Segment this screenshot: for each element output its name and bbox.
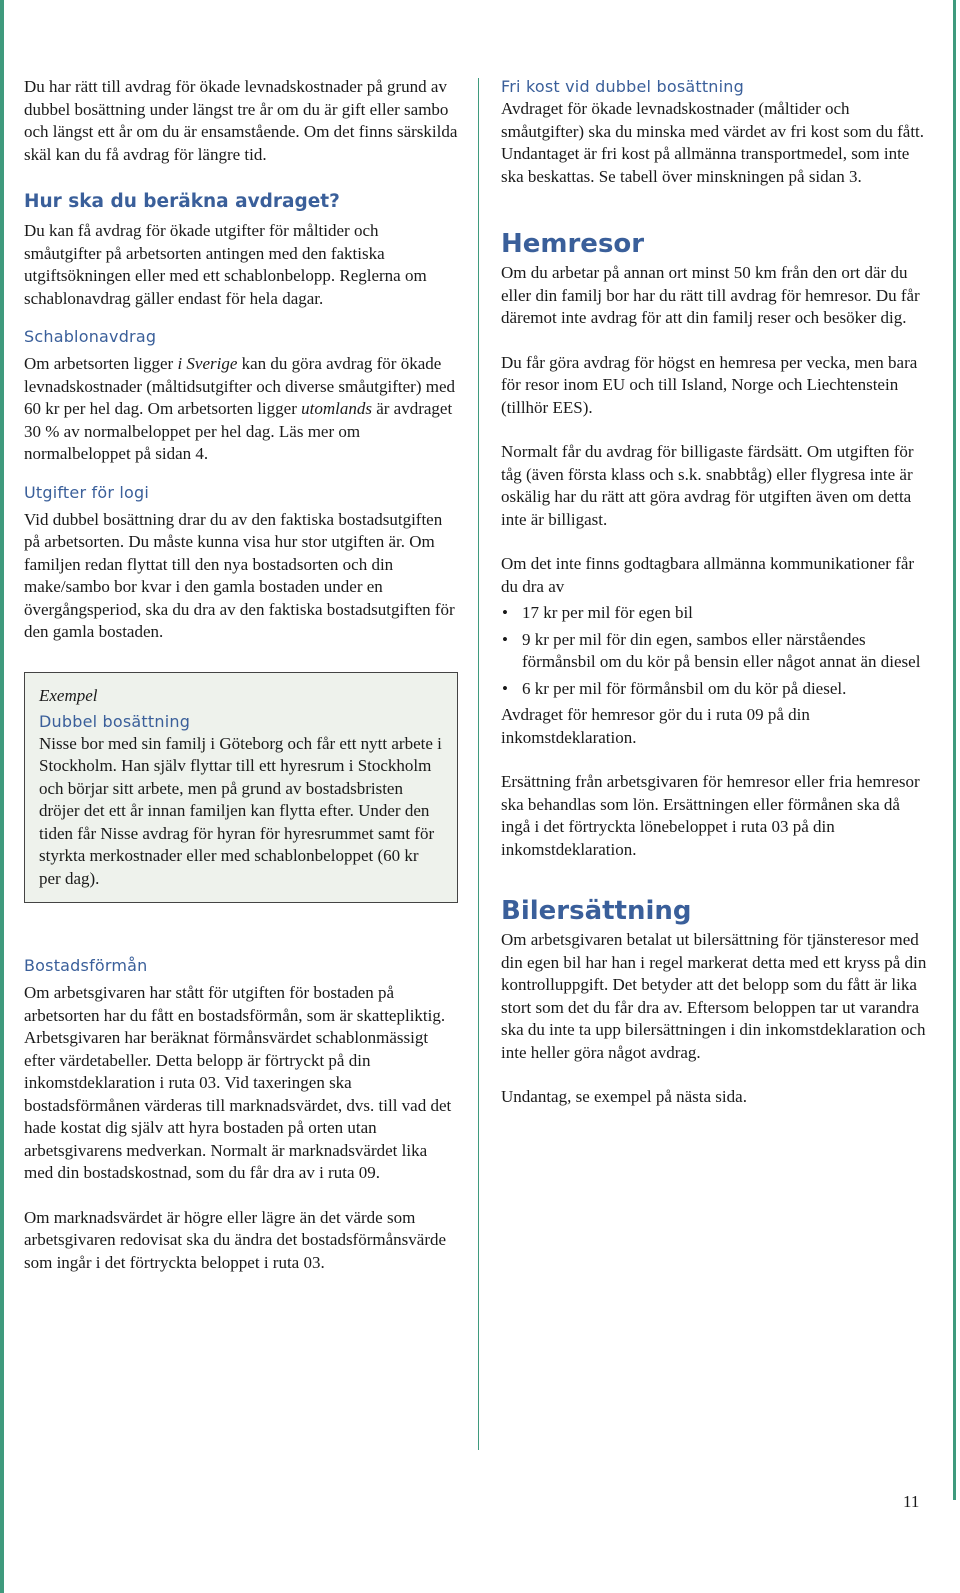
logi-paragraph: Vid dubbel bosättning drar du av den faktiska bostadsutgiften på arbetsorten. Du måste kunna visa hur stor utgiften är. Om familjen redan flyttat till den nya bostadsorten och din make/sambo bor kvar i den gamla bostaden under en övergångsperiod, ska du dra av den faktiska bostadsutgiften för den gamla bostaden. xyxy=(24,509,455,641)
hemresor-paragraph-2: Du får göra avdrag för högst en hemresa per vecka, men bara för resor inom EU och till Island, Norge och Liechtenstein (tillhör EES). xyxy=(501,352,918,417)
logi-heading: Utgifter för logi xyxy=(24,482,150,502)
example-tag: Exempel xyxy=(39,685,98,705)
hemresor-heading: Hemresor xyxy=(501,229,645,259)
forman-paragraph: Om arbetsgivaren har stått för utgiften för bostaden på arbetsorten har du fått en bostadsförmån, som är skattepliktig. Arbetsgivaren har beräknat förmånsvärdet schablonmässigt efter värdetabeller. Detta belopp är förtryckt på din inkomstdeklaration i ruta 03. Vid taxeringen ska bostadsförmånen värderas till marknadsvärdet, dvs. till vad det hade kostat dig själv att hyra bostaden på orten utan arbetsgivarens medverkan. Normalt är marknadsvärdet lika med din bostadskostnad, som du får dra av i ruta 09. xyxy=(24,983,452,1182)
schablon-paragraph: Om arbetsorten ligger i Sverige kan du göra avdrag för ökade levnadskostnader (måltidsutgifter och diverse småutgifter) med 60 kr per hel dag. Om arbetsorten ligger utomlands är avdraget 30 % av normalbeloppet per hel dag. Läs mer om normalbeloppet på sidan 4. xyxy=(24,354,456,463)
hemresor-paragraph-5: Avdraget för hemresor gör du i ruta 09 på din inkomstdeklaration. xyxy=(501,705,810,747)
hemresor-paragraph-4: Om det inte finns godtagbara allmänna kommunikationer får du dra av xyxy=(501,554,915,596)
calc-heading: Hur ska du beräkna avdraget? xyxy=(24,191,340,212)
bilersattning-heading: Bilersättning xyxy=(501,896,692,926)
hemresor-paragraph-1: Om du arbetar på annan ort minst 50 km från den ort där du eller din familj bor har du rätt till avdrag för hemresor. Du får däremot inte avdrag för att din familj reser och besöker dig. xyxy=(501,263,920,327)
calc-paragraph: Du kan få avdrag för ökade utgifter för måltider och småutgifter på arbetsorten antingen med den faktiska utgiftsökningen eller med ett schablonbelopp. Reglerna om schablonavdrag gäller endast för hela dagar. xyxy=(24,221,427,308)
frikost-paragraph: Avdraget för ökade levnadskostnader (måltider och småutgifter) ska du minska med värdet av fri kost som du fått. Undantaget är fri kost på allmänna transportmedel, som inte ska beskattas. Se tabell över minskningen på sidan 3. xyxy=(501,99,925,186)
left-column xyxy=(24,76,460,1274)
page-number: 11 xyxy=(903,1492,920,1511)
forman-heading: Bostadsförmån xyxy=(24,956,148,975)
example-box xyxy=(24,672,458,904)
bilersattning-paragraph-1: Om arbetsgivaren betalat ut bilersättning för tjänsteresor med din egen bil har han i regel markerat detta med ett kryss på din kontrolluppgift. Det betyder att det belopp som du fått är lika stort som det du får dra av. Eftersom beloppen tar ut varandra ska du inte ta upp bilersättningen i din inkomstdeklaration och inte heller göra något avdrag. xyxy=(501,930,927,1062)
example-paragraph: Nisse bor med sin familj i Göteborg och får ett nytt arbete i Stockholm. Han själv flyttar till ett hyresrum i Stockholm och börjar sitt arbete, men på grund av bostadsbristen dröjer det ett år innan familjen kan flytta efter. Under den tiden får Nisse avdrag för hyran för hyresrummet samt för styrkta merkostnader eller med schablonbeloppet (60 kr per dag). xyxy=(39,733,442,888)
list-item: • 17 kr per mil för egen bil xyxy=(502,603,693,622)
list-item: • 6 kr per mil för förmånsbil om du kör på diesel. xyxy=(502,678,847,698)
schablon-heading: Schablonavdrag xyxy=(24,327,157,346)
page-edge-right xyxy=(953,0,956,1500)
example-heading: Dubbel bosättning xyxy=(39,711,191,731)
list-item: • 9 kr per mil för din egen, sambos eller närståendes förmånsbil om du kör på bensin eller något annat än diesel xyxy=(502,629,921,671)
frikost-heading: Fri kost vid dubbel bosättning xyxy=(501,77,744,96)
bilersattning-paragraph-2: Undantag, se exempel på nästa sida. xyxy=(501,1087,747,1106)
hemresor-paragraph-6: Ersättning från arbetsgivaren för hemresor eller fria hemresor ska behandlas som lön. Ersättningen eller förmånen ska då ingå i det förtryckta lönebeloppet i ruta 03 på din inkomstdeklaration. xyxy=(501,772,920,859)
forman-paragraph-2: Om marknadsvärdet är högre eller lägre än det värde som arbetsgivaren redovisat ska du ändra det bostadsförmånsvärde som ingår i det förtryckta beloppet i ruta 03. xyxy=(24,1207,447,1272)
transport-rate-list xyxy=(501,602,933,700)
right-column xyxy=(501,76,933,1109)
column-divider xyxy=(478,78,479,1450)
hemresor-paragraph-3: Normalt får du avdrag för billigaste färdsätt. Om utgiften för tåg (även första klass och s.k. snabbtåg) eller flygresa inte är oskälig har du rätt att göra avdrag för utgiften även om detta inte är billigast. xyxy=(501,442,914,529)
page-edge-left xyxy=(0,0,4,1593)
intro-paragraph: Du har rätt till avdrag för ökade levnadskostnader på grund av dubbel bosättning under längst tre år om du är gift eller sambo och längst ett år om du är ensamstående. Om det finns särskilda skäl kan du få avdrag för längre tid. xyxy=(24,77,458,164)
